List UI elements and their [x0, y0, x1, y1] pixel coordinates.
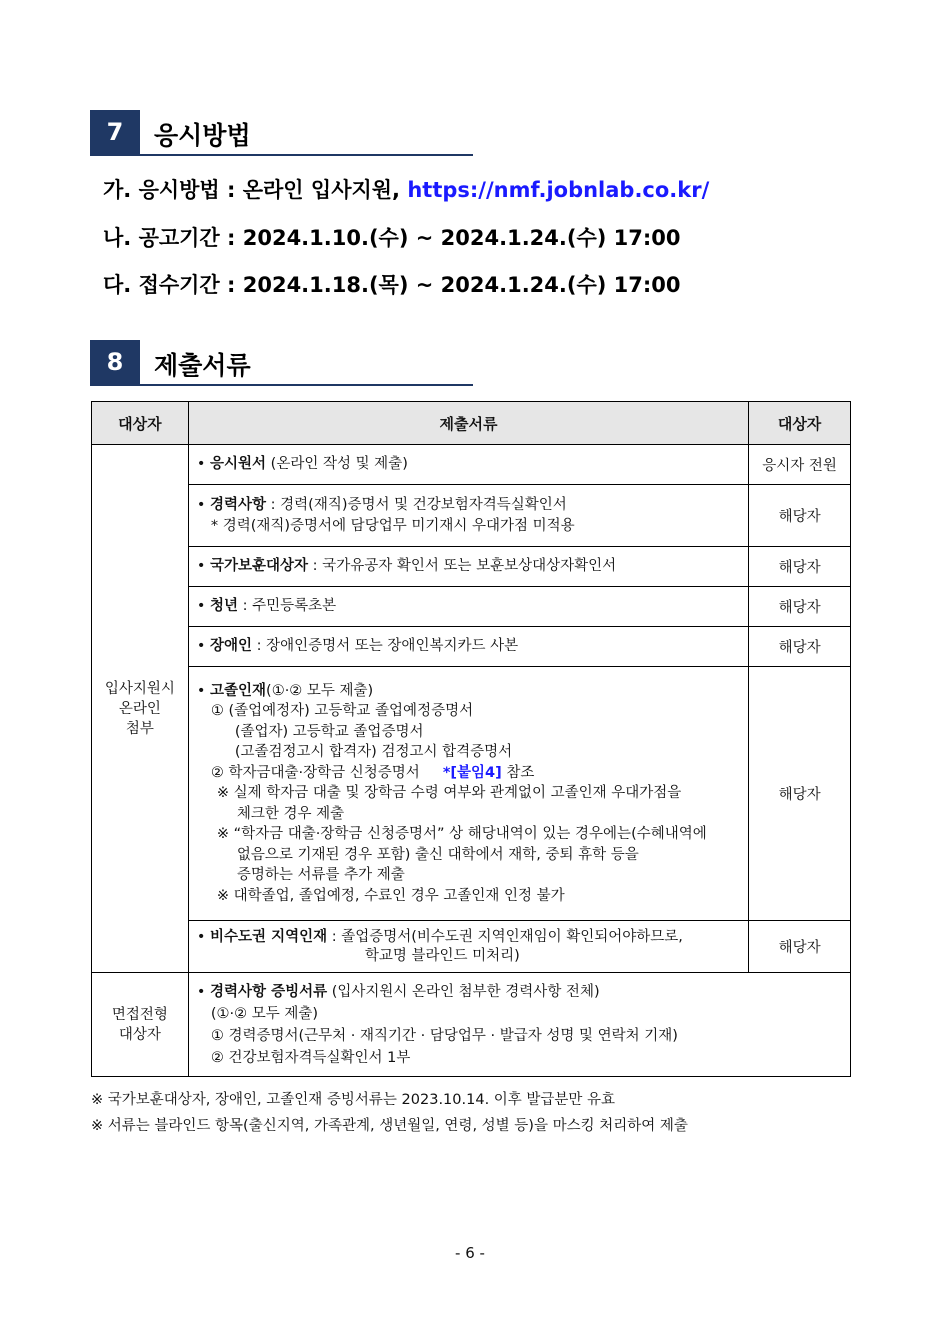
table-row — [92, 921, 851, 973]
page-number: - 6 - — [455, 1244, 485, 1262]
section-7-number: 7 — [90, 110, 140, 154]
apply-method-line — [103, 174, 709, 204]
apply-link[interactable]: https://nmf.jobnlab.co.kr/ — [407, 178, 710, 202]
note-validity: ※ 국가보훈대상자, 장애인, 고졸인재 증빙서류는 2023.10.14. 이후 발급분만 유효 — [91, 1092, 616, 1108]
group-online-label: 입사지원시 온라인 첨부 — [92, 445, 189, 973]
section-8-number: 8 — [90, 340, 140, 384]
receipt-period-line: 다. 접수기간 : 2024.1.18.(목) ~ 2024.1.24.(수) 17:00 — [103, 273, 681, 297]
note-masking: ※ 서류는 블라인드 항목(출신지역, 가족관계, 생년월일, 연령, 성별 등)을 마스킹 처리하여 제출 — [91, 1118, 688, 1134]
attachment-4-ref: *[붙임4] — [442, 764, 502, 781]
row-local-talent: • 비수도권 지역인재 : 졸업증명서(비수도권 지역인재임이 확인되어야하므로, 학교명 블라인드 미처리) — [188, 921, 748, 973]
row-disabled: • 장애인 : 장애인증명서 또는 장애인복지카드 사본 — [188, 627, 748, 667]
section-7-title: 응시방법 — [154, 121, 251, 150]
target-cell: 해당자 — [749, 485, 851, 547]
section-8-title: 제출서류 — [154, 351, 251, 380]
target-cell: 해당자 — [749, 667, 851, 921]
apply-method-label: 가. 응시방법 : 온라인 입사지원, — [103, 178, 401, 202]
header-documents: 제출서류 — [188, 402, 748, 445]
header-target: 대상자 — [92, 402, 189, 445]
table-row — [92, 547, 851, 587]
row-veterans: • 국가보훈대상자 : 국가유공자 확인서 또는 보훈보상대상자확인서 — [188, 547, 748, 587]
row-youth: • 청년 : 주민등록초본 — [188, 587, 748, 627]
group-interview-label: 면접전형 대상자 — [92, 973, 189, 1077]
row-highschool: • 고졸인재(①·② 모두 제출) ① (졸업예정자) 고등학교 졸업예정증명서 (졸업자) 고등학교 졸업증명서 (고졸검정고시 합격자) 검정고시 합격증명서 ② 학자금대출·장학금 신청증명서 *[붙임4] 참조 ※ 실제 학자금 대출 및 장학금 수령 여부와 관계없이 고졸인재 우대가점을 체크한 경우 제출 ※ “학자금 대출·장학금 신청증명서” 상 해당내역이 있는 경우에는(수혜내역에 없음으로 기재된 경우 포함) 출신 대학에서 재학, 중퇴 휴학 등을 증명하는 서류를 추가 제출 ※ 대학졸업, 졸업예정, 수료인 경우 고졸인재 인정 불가 — [188, 667, 748, 921]
section-7-header — [90, 110, 473, 156]
section-8-header — [90, 340, 473, 386]
target-cell: 해당자 — [749, 547, 851, 587]
row-application: • 응시원서 (온라인 작성 및 제출) — [188, 445, 748, 485]
table-header-row — [92, 402, 851, 445]
table-row — [92, 587, 851, 627]
row-career-proof: • 경력사항 증빙서류 (입사지원시 온라인 첨부한 경력사항 전체) (①·② 모두 제출) ① 경력증명서(근무처 · 재직기간 · 담당업무 · 발급자 성명 및 연락처 기재) ② 건강보험자격득실확인서 1부 — [188, 973, 850, 1077]
target-cell: 해당자 — [749, 627, 851, 667]
target-cell: 해당자 — [749, 921, 851, 973]
documents-table — [91, 401, 851, 1077]
table-row — [92, 667, 851, 921]
target-cell: 해당자 — [749, 587, 851, 627]
table-row — [92, 973, 851, 1077]
table-row — [92, 485, 851, 547]
header-target-2: 대상자 — [749, 402, 851, 445]
table-row — [92, 627, 851, 667]
row-career: • 경력사항 : 경력(재직)증명서 및 건강보험자격득실확인서 * 경력(재직)증명서에 담당업무 미기재시 우대가점 미적용 — [188, 485, 748, 547]
target-cell: 응시자 전원 — [749, 445, 851, 485]
table-row — [92, 445, 851, 485]
notice-period-line: 나. 공고기간 : 2024.1.10.(수) ~ 2024.1.24.(수) 17:00 — [103, 226, 681, 250]
